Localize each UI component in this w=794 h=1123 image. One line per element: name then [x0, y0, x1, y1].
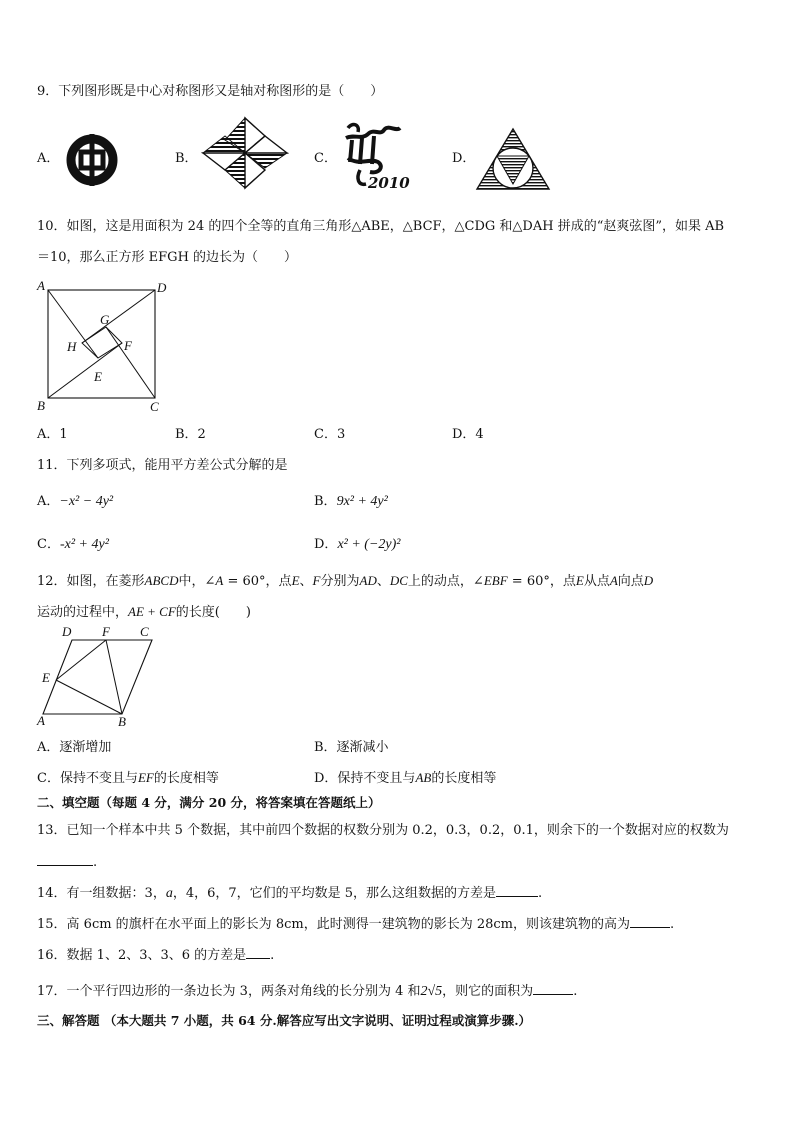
q12-option-c-math: EF: [137, 770, 154, 785]
q17-period: .: [573, 984, 578, 999]
q17-text: ，则它的面积为: [442, 984, 534, 999]
fig12-label-d: D: [62, 624, 72, 639]
q11-option-a-expr: −x² − 4y²: [59, 494, 114, 509]
q14-text: 14．有一组数据：3，: [37, 886, 166, 901]
q12-text: 的长度( ): [175, 605, 251, 620]
fig10-label-b: B: [37, 398, 45, 413]
q11-option-b: [314, 495, 388, 509]
q12-math: EBF: [483, 573, 508, 588]
q11-option-c-label: C．: [37, 537, 60, 552]
q12-text: 向点: [617, 574, 644, 589]
q12-math: A: [609, 573, 618, 588]
expo-2010-emblem-icon: [340, 118, 410, 190]
q14-math: a: [165, 886, 173, 901]
q12-option-d-text: 的长度相等: [431, 771, 497, 786]
fig10-label-g: G: [100, 312, 110, 327]
triangle-circle-emblem-icon: [476, 128, 550, 190]
q12-text: 、: [376, 574, 390, 589]
q12-text: 上的动点，∠: [407, 574, 484, 589]
q9-option-d-label: D．: [452, 151, 476, 166]
q14: [37, 886, 542, 901]
q12-option-d: [314, 771, 496, 785]
q16: [37, 948, 274, 962]
q11-option-b-expr: 9x² + 4y²: [336, 494, 388, 509]
q13-line1: 13．已知一个样本中共 5 个数据，其中前四个数据的权数分别为 0.2，0.3，0.2，0.1，则余下的一个数据对应的权数为: [37, 823, 729, 838]
q12-option-c-text: 的长度相等: [153, 771, 219, 786]
q9-option-a-label: A．: [37, 151, 60, 166]
q10-stem-line1: 10．如图，这是用面积为 24 的四个全等的直角三角形△ABE，△BCF，△CDG 和△DAH 拼成的“赵爽弦图”，如果 AB: [37, 219, 725, 234]
q13-line2: [37, 855, 97, 869]
fig12-label-c: C: [140, 624, 149, 639]
q10-option-a: A．1: [37, 427, 68, 442]
q11-option-a-label: A．: [37, 494, 60, 509]
q15-answer-blank[interactable]: [630, 917, 670, 928]
q16-text: 16．数据 1、2、3、3、6 的方差是: [37, 948, 247, 963]
fig12-label-e: E: [42, 670, 50, 685]
q17-text: 17．一个平行四边形的一条边长为 3，两条对角线的长分别为 4 和: [37, 984, 421, 999]
q12-stem-line2: [37, 605, 251, 619]
q12-option-c-text: C．保持不变且与: [37, 771, 138, 786]
fig10-label-d: D: [157, 280, 167, 295]
q9-option-c-label: C．: [314, 151, 337, 166]
q12-text: 从点: [583, 574, 610, 589]
q13-answer-blank[interactable]: [37, 855, 93, 866]
q10-stem-line2: ＝10，那么正方形 EFGH 的边长为（ ）: [37, 250, 298, 265]
q12-math: F: [312, 573, 321, 588]
q12-math: AD: [359, 573, 377, 588]
q11-option-d-label: D．: [314, 537, 338, 552]
q12-math: E: [291, 573, 300, 588]
q12-text: 、: [299, 574, 313, 589]
zhao-shuang-chord-figure: [34, 280, 174, 414]
q14-text: ，4，6，7，它们的平均数是 5，那么这组数据的方差是: [172, 886, 497, 901]
q12-stem-line1: [37, 574, 653, 588]
q14-period: .: [538, 886, 543, 901]
q11-option-d-expr: x² + (−2y)²: [337, 537, 401, 552]
fig10-label-h: H: [67, 339, 77, 354]
fig12-label-b: B: [118, 714, 126, 729]
q10-option-c: C．3: [314, 427, 346, 442]
q17: [37, 984, 577, 999]
q12-option-d-math: AB: [415, 770, 432, 785]
q12-option-d-text: D．保持不变且与: [314, 771, 416, 786]
pinwheel-icon: [203, 118, 287, 188]
q12-text: 运动的过程中，: [37, 605, 129, 620]
q17-math: 2√5: [420, 984, 443, 999]
q12-text: = 60°，点: [223, 574, 292, 589]
q10-option-d: D．4: [452, 427, 484, 442]
q11-option-b-label: B．: [314, 494, 337, 509]
fig10-label-c: C: [150, 399, 159, 414]
q16-answer-blank[interactable]: [246, 948, 270, 959]
q12-text: = 60°，点: [507, 574, 576, 589]
section-3-title: 三、解答题 （本大题共 7 小题，共 64 分.解答应写出文字说明、证明过程或演算步骤.）: [37, 1013, 532, 1028]
expo-2010-text: 2010: [368, 174, 410, 192]
q15: [37, 917, 674, 931]
q12-math: ABCD: [144, 573, 179, 588]
q12-math: AE + CF: [128, 604, 176, 619]
q11-option-d: [314, 538, 400, 552]
bank-of-china-logo-icon: [64, 132, 120, 188]
rhombus-figure: [34, 622, 164, 730]
q12-text: 分别为: [320, 574, 360, 589]
q15-text: 15．高 6cm 的旗杆在水平面上的影长为 8cm，此时测得一建筑物的影长为 28cm，则该建筑物的高为: [37, 917, 630, 932]
q14-answer-blank[interactable]: [496, 886, 538, 897]
q12-text: 中，∠: [178, 574, 216, 589]
q12-text: 12．如图，在菱形: [37, 574, 145, 589]
q12-math: E: [575, 573, 584, 588]
q9-stem: 9．下列图形既是中心对称图形又是轴对称图形的是（ ）: [37, 84, 384, 99]
q15-period: .: [669, 917, 675, 932]
q9-option-b-label: B．: [175, 151, 198, 166]
q12-option-a: A．逐渐增加: [37, 740, 112, 755]
fig10-label-e: E: [94, 369, 102, 384]
q12-option-b: B．逐渐减小: [314, 740, 389, 755]
q17-answer-blank[interactable]: [533, 984, 573, 995]
q16-period: .: [270, 948, 275, 963]
q11-option-c: [37, 538, 109, 552]
q11-option-a: [37, 495, 113, 509]
q13-period: .: [93, 855, 98, 870]
q12-option-c: [37, 771, 219, 785]
fig10-label-f: F: [124, 338, 132, 353]
q12-math: D: [643, 573, 654, 588]
q12-math: A: [215, 573, 224, 588]
q12-math: DC: [389, 573, 408, 588]
fig10-label-a: A: [37, 278, 45, 293]
fig12-label-a: A: [37, 713, 45, 728]
q11-stem: 11．下列多项式，能用平方差公式分解的是: [37, 458, 288, 473]
section-2-title: 二、填空题（每题 4 分，满分 20 分，将答案填在答题纸上）: [37, 795, 381, 810]
fig12-label-f: F: [102, 624, 110, 639]
q10-option-b: B．2: [175, 427, 206, 442]
q11-option-c-expr: -x² + 4y²: [59, 537, 109, 552]
